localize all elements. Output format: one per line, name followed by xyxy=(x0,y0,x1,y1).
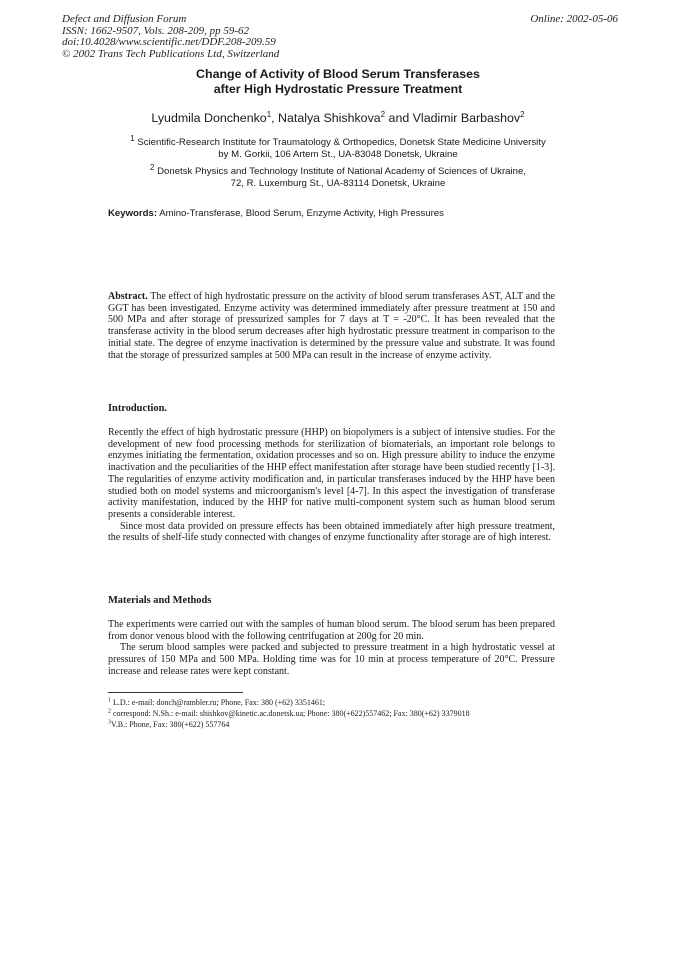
author-separator: and xyxy=(385,111,413,125)
affiliation-1 xyxy=(60,133,616,161)
title-line-1: Change of Activity of Blood Serum Transferases xyxy=(196,67,480,81)
introduction-body xyxy=(108,427,555,544)
affiliation-line: Donetsk Physics and Technology Institute of National Academy of Sciences of Ukraine, xyxy=(157,166,526,177)
paragraph: The experiments were carried out with the samples of human blood serum. The blood serum has been prepared from donor venous blood with the following centrifugation at 200g for 20 min. xyxy=(108,619,555,642)
affiliation-2 xyxy=(60,162,616,190)
author-sup: 2 xyxy=(520,109,525,119)
issn-line: ISSN: 1662-9507, Vols. 208-209, pp 59-62 xyxy=(62,24,249,37)
author-name: Vladimir Barbashov xyxy=(412,111,521,125)
journal-header xyxy=(62,14,618,60)
paragraph: The serum blood samples were packed and subjected to pressure treatment in a high hydrostatic vessel at pressures of 150 MPa and 500 MPa. Holding time was for 10 min at process temperature of 20°C. Pressure increase and release rates were kept constant. xyxy=(108,642,555,677)
affiliation-line: 72, R. Luxemburg St., UA-83114 Donetsk, Ukraine xyxy=(230,178,446,190)
footnote xyxy=(108,709,568,719)
affiliation-sup: 2 xyxy=(150,162,155,172)
author-separator: , xyxy=(271,111,279,125)
online-date: Online: 2002-05-06 xyxy=(530,13,618,25)
footnote-text: L.D.: e-mail: donch@rambler.ru; Phone, Fax: 380 (+62) 3351461; xyxy=(113,698,326,707)
affiliation-line: by M. Gorkii, 106 Artem St., UA-83048 Donetsk, Ukraine xyxy=(218,149,458,161)
footnote xyxy=(108,720,568,730)
footnote-sup: 3 xyxy=(108,719,111,726)
abstract xyxy=(108,291,555,361)
affiliation-sup: 1 xyxy=(130,133,135,143)
keywords-text: Amino-Transferase, Blood Serum, Enzyme Activity, High Pressures xyxy=(159,208,444,219)
keywords xyxy=(108,208,578,219)
footnote xyxy=(108,698,568,708)
footnote-sup: 1 xyxy=(108,697,111,704)
footnote-sup: 2 xyxy=(108,708,111,715)
footnote-divider xyxy=(108,692,243,693)
title-line-2: after High Hydrostatic Pressure Treatment xyxy=(213,82,463,96)
footnote-text: V.B.: Phone, Fax: 380(+622) 557764 xyxy=(111,720,230,729)
author-name: Natalya Shishkova xyxy=(278,111,381,125)
author-sup: 1 xyxy=(266,109,272,119)
paragraph: Since most data provided on pressure effects has been obtained immediately after high pressure treatment, the results of shelf-life study connected with changes of enzyme functionality after storage are of high interest. xyxy=(108,520,555,544)
doi-line: doi:10.4028/www.scientific.net/DDF.208-209.59 xyxy=(62,36,276,48)
paper-title xyxy=(60,67,616,97)
footnote-text: correspond: N.Sh.: e-mail: shishkov@kinetic.ac.donetsk.ua; Phone: 380(+622)557462; Fax: 380(+62) 3379018 xyxy=(113,709,470,718)
affiliation-line: Scientific-Research Institute for Traumatology & Orthopedics, Donetsk State Medicine University xyxy=(137,137,546,148)
author-sup: 2 xyxy=(380,109,386,119)
paragraph: Recently the effect of high hydrostatic pressure (HHP) on biopolymers is a subject of intensive studies. For the development of new food processing methods for sterilization of biomaterials, an important role belongs to enzymes initiating the fermentation, oxidation processes and so on. High pressure ability to induce the enzyme inactivation and the peculiarities of the HHP effect manifestation after storage have been studied recently [1-3]. The regularities of enzyme activity modification and, in particular transferases induced by the HHP have been studied both on model systems and microorganism's level [4-7]. In this aspect the investigation of transferase activity manifestation, induced by the HHP for native multi-component system such as human blood serum presents a considerable interest. xyxy=(108,427,555,520)
introduction-heading: Introduction. xyxy=(108,403,167,414)
author-list xyxy=(60,111,616,125)
author-name: Lyudmila Donchenko xyxy=(151,111,267,125)
materials-heading: Materials and Methods xyxy=(108,595,212,606)
journal-name: Defect and Diffusion Forum xyxy=(62,13,187,25)
copyright-line: © 2002 Trans Tech Publications Ltd, Switzerland xyxy=(62,47,280,60)
materials-body xyxy=(108,619,555,678)
abstract-text: The effect of high hydrostatic pressure on the activity of blood serum transferases AST, ALT and the GGT has been investigated. Enzyme activity was determined immediately after pressure treatment at 150 and 500 MPa and after storage of pressurized samples for 7 days at T = -20°C. It has been revealed that the transferase activity in the blood serum decreases after high hydrostatic pressure treatment in comparison to the initial state. The degree of enzyme inactivation is determined by the pressure value and substrate. It was found that the storage of pressurized samples at 500 MPa can result in the increase of enzyme activity. xyxy=(108,291,555,361)
abstract-label: Abstract. xyxy=(108,291,148,302)
keywords-label: Keywords: xyxy=(108,208,158,219)
